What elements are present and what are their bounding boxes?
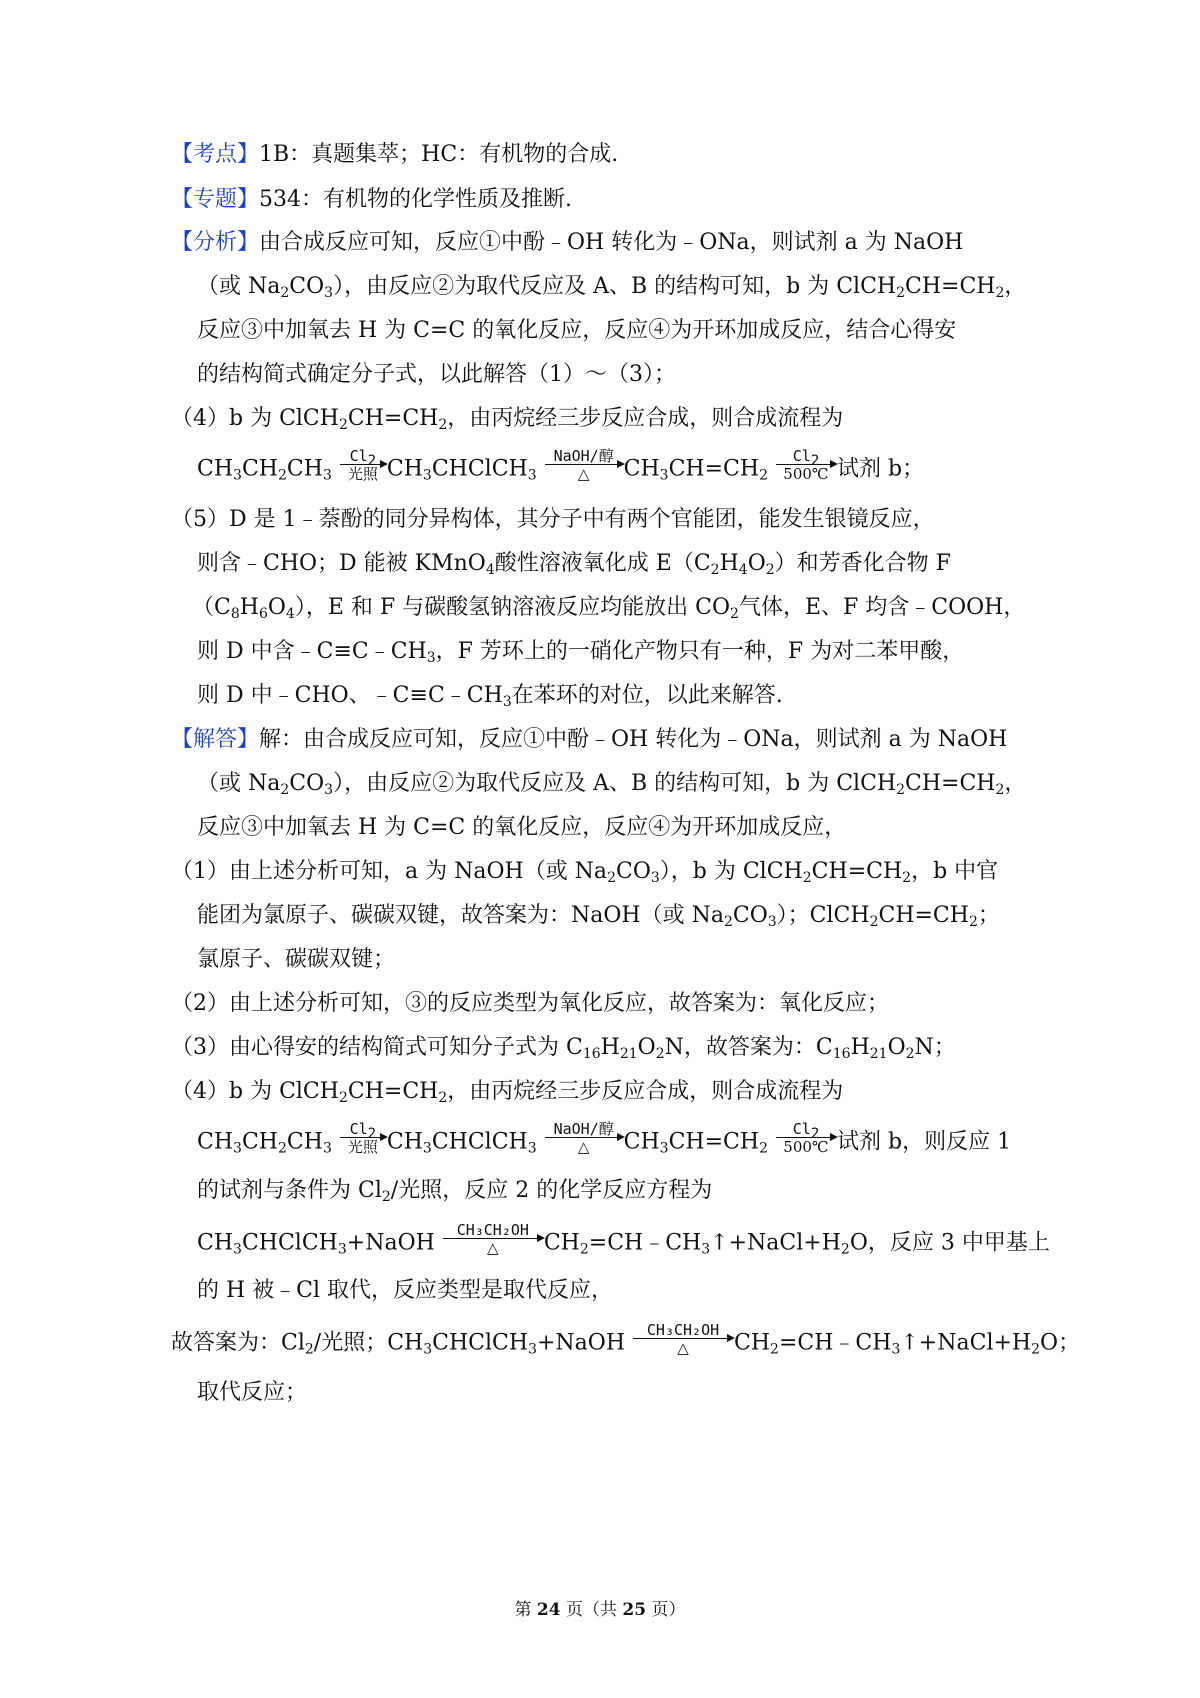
arrow-label: Cl: [792, 447, 811, 465]
zhuanti-text: 534：有机物的化学性质及推断.: [259, 187, 573, 212]
text-run: ；: [977, 903, 1000, 928]
text-run: CH: [241, 456, 278, 482]
text-run: H: [600, 1035, 620, 1060]
reaction-arrow-1: $Cl_2$ 光照: [340, 448, 386, 483]
jieda-line-1: [171, 725, 1007, 755]
arrow-label: △: [577, 465, 590, 483]
text-run: （C: [192, 595, 231, 620]
arrow-label: Cl: [792, 1120, 811, 1138]
fenxi-p5-line-2: 则含﹣CHO；D 能被 KMnO$_4$酸性溶液氧化成 $E(C_2H_4O_2)$和芳香化合物 F: [197, 551, 951, 578]
text-run: =CH﹣CH: [778, 1330, 892, 1356]
jieda-q4-equation: $CH_3CHClCH_3+NaOH$ CH₃CH₂OH △ $CH_2=CH﹣CH_3↑+NaCl+H_2O$，反应 3 中甲基上: [197, 1221, 1050, 1258]
fenxi-line-1: [171, 228, 963, 258]
jieda-synthesis-flow: $CH_3CH_2CH_3$ $Cl_2$ 光照 $CH_3CHClCH_3$ NaOH/醇 △ $CH_3CH=CH_2$ $\frac{Cl_2}{500℃}$ 试剂 b，则反应 1: [197, 1120, 1012, 1157]
arrow-label: △: [577, 1138, 590, 1156]
fenxi-p5-line-3: $(C_8H_6O_4)$，E 和 F 与碳酸氢钠溶液反应均能放出 $CO_2$气体，E、F 均含﹣COOH，: [192, 595, 1026, 622]
text-run: CH=CH: [347, 406, 439, 431]
text-run: 酸性溶液氧化成 E（C: [494, 551, 711, 576]
text-run: CH: [197, 1129, 234, 1155]
kaodian-tag: 【考点】: [171, 142, 260, 167]
text-run: （3）由心得安的结构简式可知分子式为 C: [171, 1035, 583, 1060]
text-run: 故答案为：Cl: [171, 1330, 305, 1356]
arrow-label: NaOH/醇: [553, 447, 614, 465]
fenxi-p5-line-5: 则 D 中﹣CHO、$﹣C\equiv C﹣CH_3$在苯环的对位，以此来解答.: [197, 683, 783, 710]
text-run: ）；ClCH: [776, 903, 870, 928]
text-run: 在苯环的对位，以此来解答.: [511, 683, 783, 708]
text-run: CHClCH: [431, 456, 528, 482]
text-run: O，反应 3 中甲基上: [849, 1230, 1050, 1256]
arrow-label: △: [677, 1339, 689, 1357]
text-run: 气体，E、F 均含﹣COOH，: [738, 595, 1026, 620]
text-run: ），E 和 F 与碳酸氢钠溶液反应均能放出 CO: [294, 595, 731, 620]
text-run: O: [887, 1035, 906, 1060]
text-run: CH: [241, 1129, 278, 1155]
text-run: +NaOH: [346, 1230, 435, 1256]
text-run: 的试剂与条件为 Cl: [197, 1178, 382, 1203]
text-run: CH: [386, 456, 423, 482]
arrow-label: 500℃: [783, 1138, 829, 1156]
text-run: CH: [543, 1230, 580, 1256]
zhuanti-line: [171, 185, 572, 215]
arrow-label: 光照: [347, 1138, 378, 1156]
text-run: ，由丙烷经三步反应合成，则合成流程为: [447, 1079, 844, 1104]
jieda-q1-line-2: 能团为氯原子、碳碳双键，故答案为：NaOH（或 $Na_2CO_3$）；$ClCH_2CH=CH_2$；: [197, 903, 1000, 930]
text-run: ，: [1004, 771, 1027, 796]
text-run: ），b 为 ClCH: [659, 859, 803, 884]
reaction-arrow-3: $\frac{Cl_2}{500℃}$: [776, 1121, 836, 1156]
text-run: （4）b 为 ClCH: [171, 406, 339, 431]
fenxi-text-1: 由合成反应可知，反应①中酚﹣OH 转化为﹣ONa，则试剂 a 为 NaOH: [259, 230, 964, 255]
kaodian-text: 1B：真题集萃；HC：有机物的合成.: [259, 142, 619, 167]
text-run: 试剂 b，则反应 1: [837, 1129, 1012, 1155]
arrow-label: 光照: [347, 465, 378, 483]
jieda-answer-line-2: 取代反应；: [197, 1380, 308, 1405]
text-run: CH: [386, 1129, 423, 1155]
text-run: CO: [289, 274, 325, 299]
jieda-text-1: 解：由合成反应可知，反应①中酚﹣OH 转化为﹣ONa，则试剂 a 为 NaOH: [259, 727, 1008, 752]
text-run: O；: [1040, 1330, 1081, 1356]
arrow-label: CH₃CH₂OH: [646, 1321, 720, 1339]
text-run: H: [850, 1035, 870, 1060]
text-run: H: [239, 595, 259, 620]
text-run: ，F 芳环上的一硝化产物只有一种，F 为对二苯甲酸，: [435, 639, 965, 664]
fenxi-synthesis-flow: $CH_3CH_2CH_3$ $Cl_2$ 光照 $CH_3CHClCH_3$ NaOH/醇 △ $CH_3CH=CH_2$ $\frac{Cl_2}{500℃}$ 试剂 b；: [197, 447, 925, 484]
jieda-q2-line: （2）由上述分析可知，③的反应类型为氧化反应，故答案为：氧化反应；: [171, 991, 889, 1016]
text-run: ↑+NaCl+H: [900, 1330, 1032, 1356]
jieda-q4-line-3: 的试剂与条件为 $Cl_2/$光照，反应 2 的化学反应方程为: [197, 1178, 713, 1205]
reaction-arrow-ethanol: [633, 1322, 733, 1357]
jieda-q4-line-5: 的 H 被﹣Cl 取代，反应类型是取代反应，: [197, 1278, 614, 1303]
page-number: 24: [536, 1600, 561, 1620]
text-run: O: [747, 551, 766, 576]
text-run: 则含﹣CHO；D 能被 KMnO: [197, 551, 486, 576]
text-run: （1）由上述分析可知，a 为 NaOH（或 Na: [171, 859, 608, 884]
text-run: CO: [732, 903, 768, 928]
text-run: （或 Na: [197, 771, 281, 796]
text-run: ，b 中官: [911, 859, 999, 884]
fenxi-line-3: 反应③中加氧去 H 为 C=C 的氧化反应，反应④为开环加成反应，结合心得安: [197, 318, 957, 343]
fenxi-line-4: 的结构简式确定分子式，以此解答（1）～（3）；: [197, 362, 676, 387]
text-run: CH: [197, 1230, 234, 1256]
jieda-q4-line-1: （4）b 为 $ClCH_2CH=CH_2$，由丙烷经三步反应合成，则合成流程为: [171, 1079, 844, 1106]
page-footer: [0, 1595, 1200, 1620]
fenxi-p5-line-4: 则 D 中含$﹣C\equiv C﹣CH_3$，F 芳环上的一硝化产物只有一种，F 为对二苯甲酸，: [197, 639, 965, 666]
fenxi-tag: 【分析】: [171, 230, 260, 255]
jieda-tag: 【解答】: [171, 727, 260, 752]
jieda-line-3: 反应③中加氧去 H 为 C=C 的氧化反应，反应④为开环加成反应，: [197, 815, 847, 840]
zhuanti-tag: 【专题】: [171, 187, 260, 212]
text-run: O: [267, 595, 286, 620]
text-run: +NaOH: [536, 1330, 626, 1356]
text-run: CO: [615, 859, 651, 884]
fenxi-line-2: （或 $Na_2CO_3$），由反应②为取代反应及 A、B 的结构可知，b 为 $ClCH_2CH=CH_2$，: [197, 274, 1027, 301]
text-run: CH=CH: [668, 456, 760, 482]
arrow-label: CH₃CH₂OH: [456, 1221, 529, 1239]
text-run: CH: [197, 456, 234, 482]
footer-text: 页）: [646, 1600, 686, 1620]
fenxi-p4-line: （4）b 为 $ClCH_2CH=CH_2$，由丙烷经三步反应合成，则合成流程为: [171, 406, 844, 433]
text-run: 则 D 中﹣CHO、﹣C≡C﹣CH: [197, 683, 503, 708]
kaodian-line: [171, 140, 618, 170]
arrow-label: Cl: [349, 1120, 368, 1138]
reaction-arrow-ethanol: [443, 1222, 543, 1257]
text-run: CH=CH: [668, 1129, 760, 1155]
text-run: CH=CH: [347, 1079, 439, 1104]
reaction-arrow-3: $\frac{Cl_2}{500℃}$: [776, 448, 836, 483]
text-run: N；: [914, 1035, 956, 1060]
text-run: CHClCH: [431, 1129, 528, 1155]
text-run: CO: [289, 771, 325, 796]
text-run: CH=CH: [905, 274, 996, 299]
text-run: ，: [1004, 274, 1027, 299]
text-run: 能团为氯原子、碳碳双键，故答案为：NaOH（或 Na: [197, 903, 724, 928]
jieda-q3-line: （3）由心得安的结构简式可知分子式为 $C_{16}H_{21}O_2N$，故答案为：$C_{16}H_{21}O_2N$；: [171, 1035, 956, 1062]
text-run: （4）b 为 ClCH: [171, 1079, 339, 1104]
jieda-q1-line-1: （1）由上述分析可知，a 为 NaOH（或 $Na_2CO_3$），b 为 $ClCH_2CH=CH_2$，b 中官: [171, 859, 999, 886]
jieda-line-2: （或 $Na_2CO_3$），由反应②为取代反应及 A、B 的结构可知，b 为 $ClCH_2CH=CH_2$，: [197, 771, 1027, 798]
text-run: CH: [623, 456, 660, 482]
jieda-q1-line-3: 氯原子、碳碳双键；: [197, 947, 396, 972]
arrow-label: △: [487, 1239, 499, 1257]
text-run: CHClCH: [432, 1330, 529, 1356]
text-run: 试剂 b；: [837, 456, 925, 482]
reaction-arrow-2: [545, 1121, 623, 1156]
text-run: CH: [623, 1129, 660, 1155]
text-run: ），由反应②为取代反应及 A、B 的结构可知，b 为 ClCH: [333, 771, 897, 796]
text-run: 则 D 中含﹣C≡C﹣CH: [197, 639, 427, 664]
reaction-arrow-2: [545, 448, 623, 483]
text-run: CH: [286, 1129, 323, 1155]
text-run: /光照；CH: [313, 1330, 424, 1356]
text-run: CHClCH: [241, 1230, 338, 1256]
text-run: CH=CH: [811, 859, 903, 884]
text-run: CH=CH: [905, 771, 996, 796]
text-run: /光照，反应 2 的化学反应方程为: [390, 1178, 713, 1203]
text-run: ）和芳香化合物 F: [774, 551, 951, 576]
text-run: CH: [286, 456, 323, 482]
text-run: N，故答案为：C: [664, 1035, 833, 1060]
reaction-arrow-1: $Cl_2$ 光照: [340, 1121, 386, 1156]
arrow-label: Cl: [349, 447, 368, 465]
text-run: O: [637, 1035, 656, 1060]
footer-text: 页（共: [560, 1600, 623, 1620]
text-run: CH: [734, 1330, 771, 1356]
arrow-label: NaOH/醇: [553, 1120, 614, 1138]
footer-text: 第: [514, 1600, 537, 1620]
arrow-label: 500℃: [783, 465, 829, 483]
text-run: =CH﹣CH: [588, 1230, 702, 1256]
text-run: ），由反应②为取代反应及 A、B 的结构可知，b 为 ClCH: [333, 274, 897, 299]
fenxi-p5-line-1: （5）D 是 1﹣萘酚的同分异构体，其分子中有两个官能团，能发生银镜反应，: [171, 507, 935, 532]
jieda-answer-line: 故答案为：$Cl_2/$光照；$CH_3CHClCH_3+NaOH$ CH₃CH₂OH △ $CH_2=CH﹣CH_3↑+NaCl+H_2O$；: [171, 1321, 1081, 1358]
text-run: （或 Na: [197, 274, 281, 299]
text-run: CH=CH: [878, 903, 969, 928]
text-run: ↑+NaCl+H: [710, 1230, 841, 1256]
text-run: ，由丙烷经三步反应合成，则合成流程为: [447, 406, 844, 431]
text-run: H: [719, 551, 739, 576]
page-total: 25: [622, 1600, 647, 1620]
